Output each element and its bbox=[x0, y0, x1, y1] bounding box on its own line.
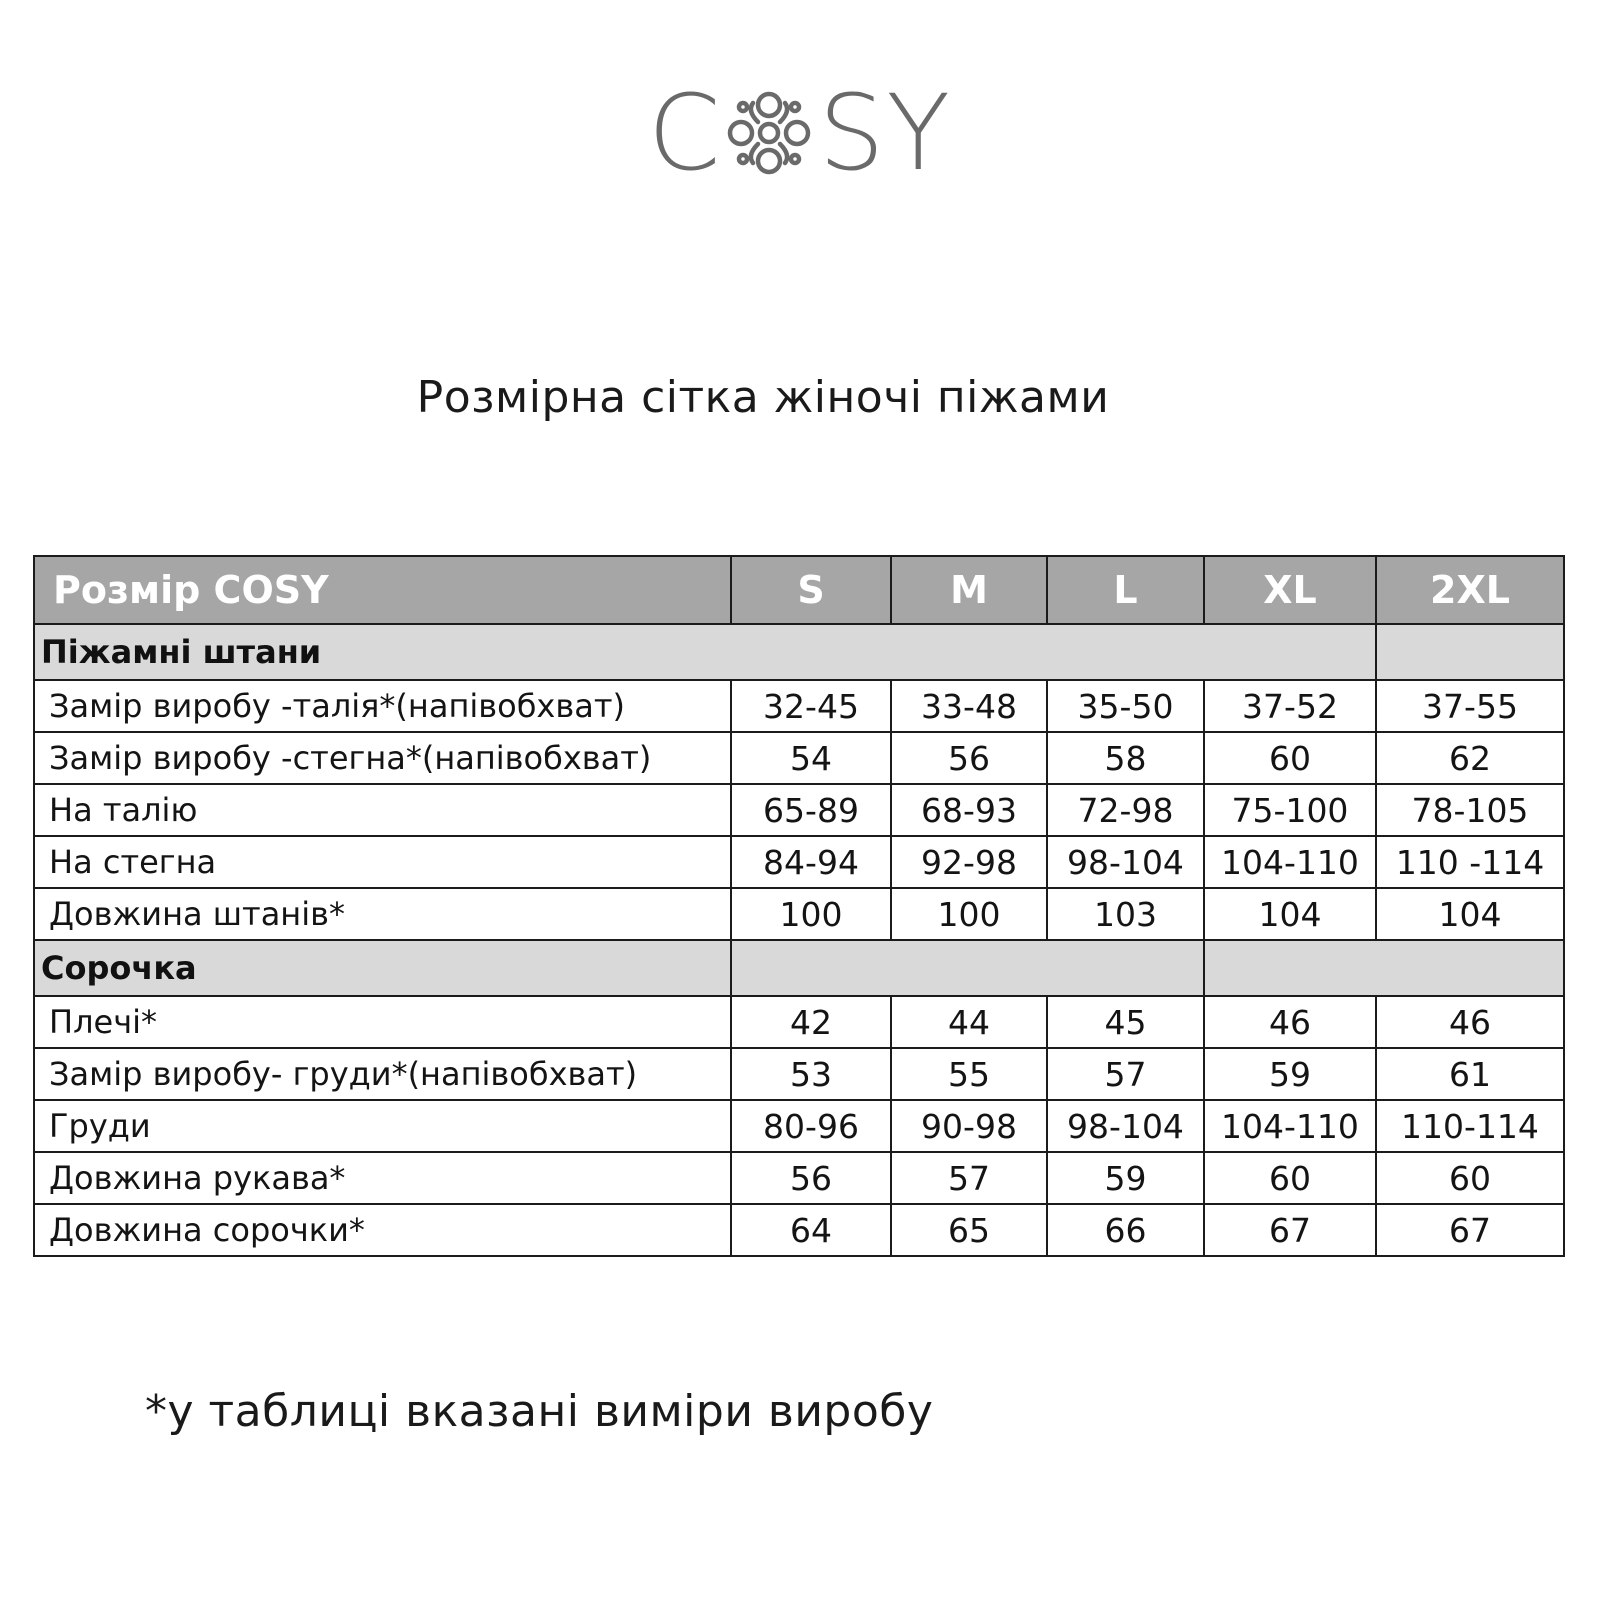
table-cell: 61 bbox=[1376, 1048, 1564, 1100]
table-cell: 62 bbox=[1376, 732, 1564, 784]
size-chart-table bbox=[33, 555, 1565, 1257]
table-cell: 33-48 bbox=[891, 680, 1047, 732]
table-cell: 32-45 bbox=[731, 680, 891, 732]
header-size-s: S bbox=[731, 556, 891, 624]
header-size-l: L bbox=[1047, 556, 1204, 624]
table-row bbox=[34, 1048, 1564, 1100]
table-cell: 100 bbox=[891, 888, 1047, 940]
section-empty-cell bbox=[731, 940, 1204, 996]
table-cell: 75-100 bbox=[1204, 784, 1376, 836]
table-row bbox=[34, 732, 1564, 784]
table-cell: 84-94 bbox=[731, 836, 891, 888]
row-label: Замір виробу -талія*(напівобхват) bbox=[34, 680, 731, 732]
table-row bbox=[34, 996, 1564, 1048]
table-cell: 100 bbox=[731, 888, 891, 940]
table-cell: 110 -114 bbox=[1376, 836, 1564, 888]
logo-letter-y: Y bbox=[886, 72, 953, 194]
section-label-pants: Піжамні штани bbox=[34, 624, 1376, 680]
page-title: Розмірна сітка жіночі піжами bbox=[416, 372, 1110, 423]
logo-letter-c: C bbox=[647, 72, 723, 194]
row-label: Довжина сорочки* bbox=[34, 1204, 731, 1256]
table-cell: 104-110 bbox=[1204, 836, 1376, 888]
table-row bbox=[34, 1100, 1564, 1152]
table-cell: 104-110 bbox=[1204, 1100, 1376, 1152]
section-label-shirt: Сорочка bbox=[34, 940, 731, 996]
table-cell: 60 bbox=[1204, 732, 1376, 784]
table-cell: 46 bbox=[1376, 996, 1564, 1048]
table-row bbox=[34, 1204, 1564, 1256]
flower-knot-icon bbox=[717, 81, 821, 185]
section-row-pants bbox=[34, 624, 1564, 680]
table-header-row bbox=[34, 556, 1564, 624]
table-cell: 60 bbox=[1204, 1152, 1376, 1204]
table-cell: 67 bbox=[1204, 1204, 1376, 1256]
row-label: Груди bbox=[34, 1100, 731, 1152]
table-cell: 65-89 bbox=[731, 784, 891, 836]
table-row bbox=[34, 1152, 1564, 1204]
table-cell: 103 bbox=[1047, 888, 1204, 940]
table-cell: 78-105 bbox=[1376, 784, 1564, 836]
brand-logo bbox=[0, 72, 1600, 194]
section-empty-cell bbox=[1204, 940, 1564, 996]
table-cell: 98-104 bbox=[1047, 836, 1204, 888]
header-size-xl: XL bbox=[1204, 556, 1376, 624]
brand-wordmark bbox=[647, 72, 953, 194]
table-cell: 90-98 bbox=[891, 1100, 1047, 1152]
table-row bbox=[34, 680, 1564, 732]
table-cell: 67 bbox=[1376, 1204, 1564, 1256]
table-cell: 104 bbox=[1376, 888, 1564, 940]
header-size-m: M bbox=[891, 556, 1047, 624]
table-cell: 45 bbox=[1047, 996, 1204, 1048]
header-size-2xl: 2XL bbox=[1376, 556, 1564, 624]
table-cell: 54 bbox=[731, 732, 891, 784]
row-label: На стегна bbox=[34, 836, 731, 888]
row-label: Плечі* bbox=[34, 996, 731, 1048]
table-cell: 98-104 bbox=[1047, 1100, 1204, 1152]
table-cell: 37-55 bbox=[1376, 680, 1564, 732]
table-cell: 53 bbox=[731, 1048, 891, 1100]
table-cell: 37-52 bbox=[1204, 680, 1376, 732]
table-cell: 57 bbox=[1047, 1048, 1204, 1100]
table-cell: 68-93 bbox=[891, 784, 1047, 836]
table-cell: 56 bbox=[731, 1152, 891, 1204]
section-row-shirt bbox=[34, 940, 1564, 996]
table-cell: 35-50 bbox=[1047, 680, 1204, 732]
table-cell: 72-98 bbox=[1047, 784, 1204, 836]
table-row bbox=[34, 784, 1564, 836]
table-cell: 80-96 bbox=[731, 1100, 891, 1152]
table-cell: 60 bbox=[1376, 1152, 1564, 1204]
section-empty-cell bbox=[1376, 624, 1564, 680]
table-cell: 56 bbox=[891, 732, 1047, 784]
row-label: Замір виробу- груди*(напівобхват) bbox=[34, 1048, 731, 1100]
table-cell: 110-114 bbox=[1376, 1100, 1564, 1152]
row-label: Довжина штанів* bbox=[34, 888, 731, 940]
row-label: Довжина рукава* bbox=[34, 1152, 731, 1204]
logo-letter-s: S bbox=[818, 72, 887, 194]
row-label: На талію bbox=[34, 784, 731, 836]
table-cell: 46 bbox=[1204, 996, 1376, 1048]
table-cell: 65 bbox=[891, 1204, 1047, 1256]
table-row bbox=[34, 836, 1564, 888]
table-cell: 58 bbox=[1047, 732, 1204, 784]
footnote: *у таблиці вказані виміри виробу bbox=[145, 1386, 934, 1437]
table-cell: 59 bbox=[1204, 1048, 1376, 1100]
table-cell: 92-98 bbox=[891, 836, 1047, 888]
table-cell: 64 bbox=[731, 1204, 891, 1256]
header-label: Розмір COSY bbox=[34, 556, 731, 624]
row-label: Замір виробу -стегна*(напівобхват) bbox=[34, 732, 731, 784]
table-cell: 104 bbox=[1204, 888, 1376, 940]
table-cell: 57 bbox=[891, 1152, 1047, 1204]
table-row bbox=[34, 888, 1564, 940]
table-cell: 55 bbox=[891, 1048, 1047, 1100]
table-cell: 44 bbox=[891, 996, 1047, 1048]
table-cell: 42 bbox=[731, 996, 891, 1048]
table-cell: 66 bbox=[1047, 1204, 1204, 1256]
table-cell: 59 bbox=[1047, 1152, 1204, 1204]
